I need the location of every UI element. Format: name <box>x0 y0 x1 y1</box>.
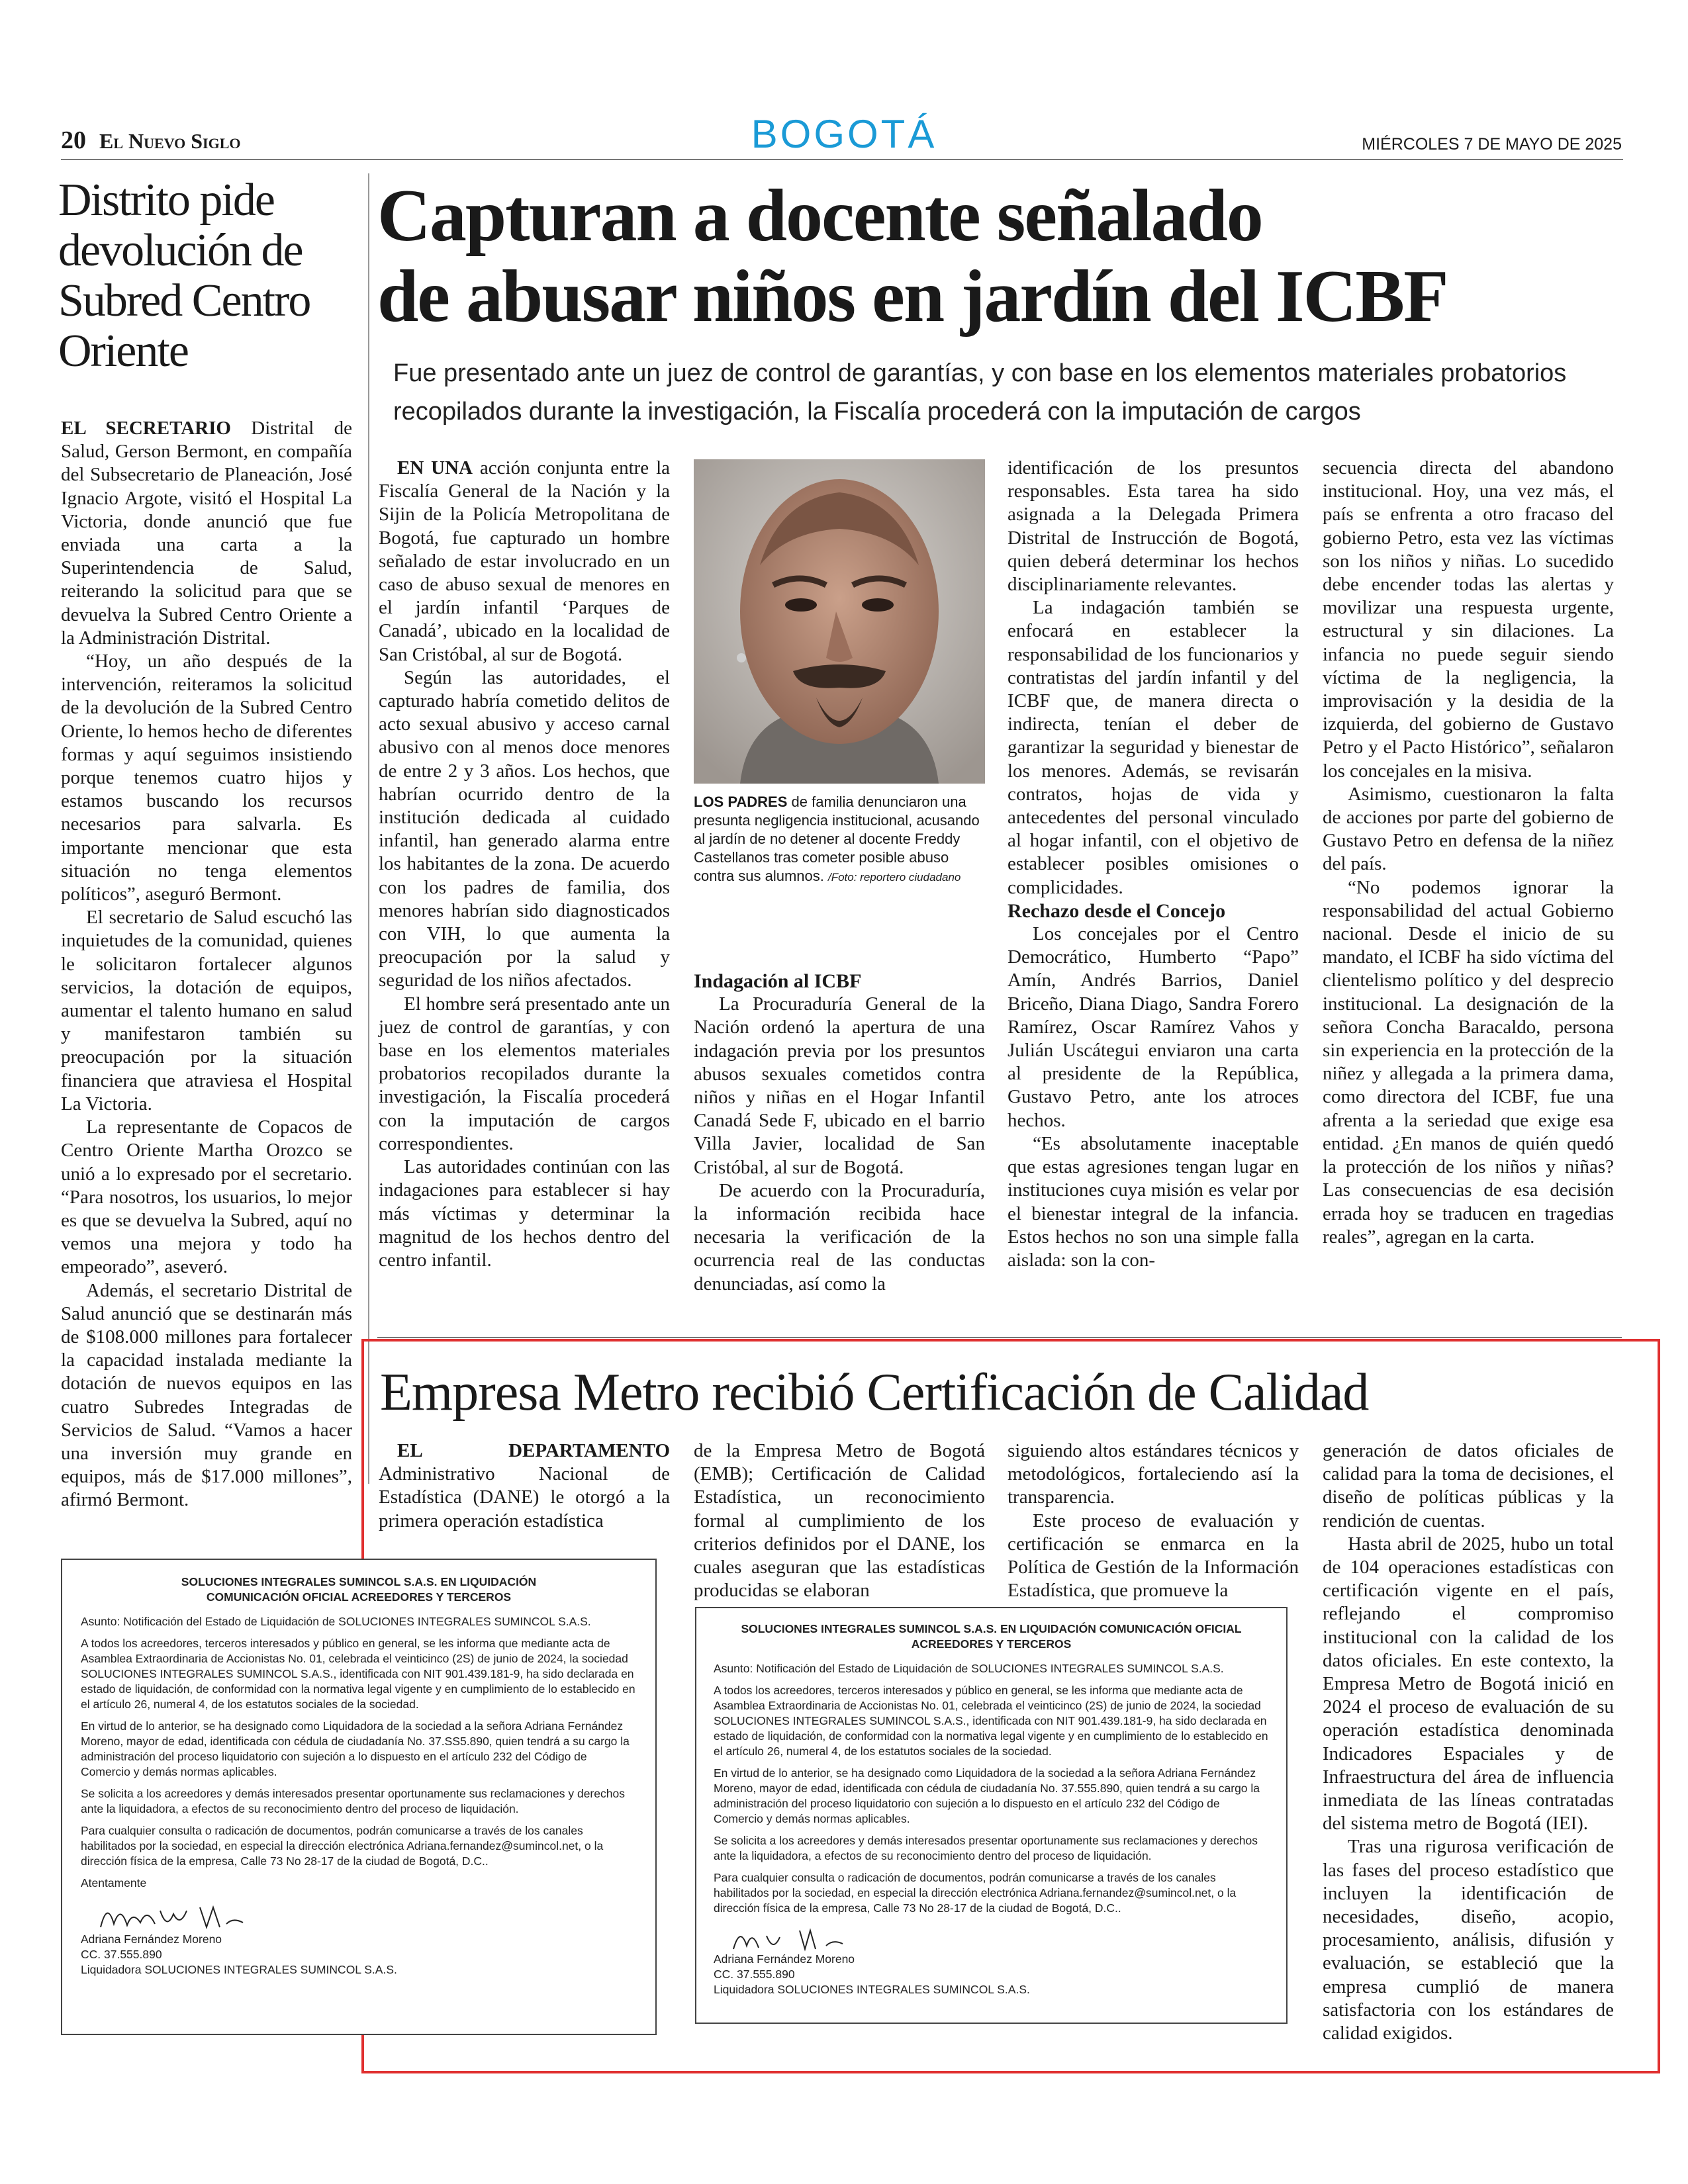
side-story-paragraph: Además, el secretario Distrital de Salud anunció que se destinarán más de $108.000 millones para fortalecer la capacidad instalada mediante la dotación de nuevos equipos en las cuatro Subredes Integradas de Servicios de Salud. “Vamos a hacer una inversión muy grande en equipos, más de $17.000 millones”, afirmó Bermont. <box>61 1279 352 1511</box>
notice-paragraph: En virtud de lo anterior, se ha designado como Liquidadora de la sociedad a la señora Adriana Fernández Moreno, mayor de edad, identificada con cédula de ciudadanía No. 37.SS5.890, quien tendrá a su cargo la administración del proceso liquidatorio con sujeción a lo dispuesto en el artículo 232 del Código de Comercio y demás normas aplicables. <box>81 1719 630 1778</box>
notice-cc: CC. 37.555.890 <box>714 1968 795 1981</box>
side-story-body <box>61 417 352 1512</box>
notice-paragraph: Para cualquier consulta o radicación de documentos, podrán comunicarse a través de los canales habilitados por la sociedad, en especial la dirección electrónica Adriana.fernandez@sumincol.net, o la dirección física de la empresa, Calle 73 No 28-17 de la ciudad de Bogotá, D.C.. <box>714 1871 1237 1915</box>
photo-credit: /Foto: reportero ciudadano <box>828 871 961 884</box>
signature-image <box>94 1897 253 1937</box>
metro-column-3 <box>1008 1439 1299 1602</box>
notice-paragraph: Se solicita a los acreedores y demás interesados presentar oportunamente sus reclamaciones y derechos ante la liquidadora, a efectos de su reconocimiento dentro del proceso de liquidación. <box>714 1834 1258 1862</box>
notice-paragraph: Asunto: Notificación del Estado de Liquidación de SOLUCIONES INTEGRALES SUMINCOL S.A.S. <box>714 1662 1224 1675</box>
metro-column-1 <box>379 1439 670 1533</box>
section-title: BOGOTÁ <box>751 112 937 156</box>
main-paragraph: Los concejales por el Centro Democrático, Humberto “Papo” Amín, Andrés Barrios, Daniel Briceño, Diana Diago, Sandra Forero Ramírez, Oscar Ramírez Vahos y Julián Uscátegui enviaron una carta al presidente de la República, Gustavo Petro, ante los atroces hechos. <box>1008 923 1299 1131</box>
legal-notice-right <box>695 1607 1288 2024</box>
main-subheadline: Fue presentado ante un juez de control de garantías, y con base en los elementos materiales probatorios recopilados durante la investigación, la Fiscalía procederá con la imputación de cargos <box>393 359 1567 426</box>
side-story-paragraph: “Hoy, un año después de la intervención, reiteramos la solicitud de la devolución de la Subred Centro Oriente, lo hemos hecho de diferentes formas y aquí seguimos insistiendo porque tenemos cuatro hijos y estamos buscando los recursos necesarios para salvarla. Es importante mencionar que esta situación no tenga elementos políticos”, aseguró Bermont. <box>61 651 352 905</box>
main-headline <box>377 175 1622 337</box>
notice-title: SOLUCIONES INTEGRALES SUMINCOL S.A.S. EN LIQUIDACIÓN COMUNICACIÓN OFICIAL ACREEDORES Y TERCEROS <box>181 1575 537 1604</box>
main-headline-line: Capturan a docente señalado <box>377 175 1262 257</box>
notice-closing: Atentamente <box>81 1876 147 1889</box>
main-paragraph: La indagación también se enfocará en establecer la responsabilidad de los funcionarios y contratistas del jardín infantil y del ICBF que, de manera directa o indirecta, tenían el deber de garantizar la seguridad y bienestar de los menores. Además, se revisarán contratos, hojas de vida y antecedentes del personal vinculado al hogar infantil, con el objetivo de establecer posibles omisiones o complicidades. <box>1008 597 1299 898</box>
main-paragraph: Asimismo, cuestionaron la falta de acciones por parte del gobierno de Gustavo Petro en defensa de la niñez del país. <box>1323 783 1614 875</box>
metro-column-4 <box>1323 1439 1614 2045</box>
metro-paragraph: generación de datos oficiales de calidad para la toma de decisiones, el diseño de políticas públicas y la rendición de cuentas. <box>1323 1440 1614 1531</box>
column-divider <box>368 173 369 1484</box>
main-headline-line: de abusar niños en jardín del ICBF <box>377 255 1448 338</box>
main-lead: EN UNA <box>397 457 473 478</box>
metro-paragraph: de la Empresa Metro de Bogotá (EMB); Certificación de Calidad Estadística, un reconocimiento formal al cumplimiento de los criterios definidos por el DANE, los cuales aseguran que las estadísticas producidas se elaboran <box>694 1440 985 1602</box>
metro-headline: Empresa Metro recibió Certificación de Calidad <box>380 1363 1369 1422</box>
legal-notice-left <box>61 1559 657 2035</box>
main-paragraph: Según las autoridades, el capturado habría cometido delitos de acto sexual abusivo y acceso carnal abusivo con al menos doce menores de entre 2 y 3 años. Los hechos, que habrían ocurrido dentro de la institución dedicada al cuidado infantil, han generado alarma entre los habitantes de la zona. De acuerdo con los padres de familia, dos menores habrían sido diagnosticados con VIH, lo que aumenta la preocupación por la salud y seguridad de los niños afectados. <box>379 666 670 991</box>
notice-role: Liquidadora SOLUCIONES INTEGRALES SUMINCOL S.A.S. <box>81 1963 397 1976</box>
main-paragraph: De acuerdo con la Procuraduría, la información recibida hace necesaria la verificación de la ocurrencia real de las conductas denunciadas, así como la <box>694 1179 985 1295</box>
notice-signer: Adriana Fernández Moreno <box>81 1933 222 1946</box>
notice-paragraph: Para cualquier consulta o radicación de documentos, podrán comunicarse a través de los canales habilitados por la sociedad, en especial la dirección electrónica Adriana.fernandez@sumincol.net, o la dirección física de la empresa, Calle 73 No 28-17 de la ciudad de Bogotá, D.C.. <box>81 1824 604 1868</box>
section-rule <box>377 1337 1622 1338</box>
main-paragraph: secuencia directa del abandono institucional. Hoy, una vez más, el país se enfrenta a otro fracaso del gobierno Petro, esta vez las víctimas son los niños y niñas. Lo sucedido debe encender todas las alertas y movilizar una respuesta urgente, estructural y sin dilaciones. La infancia no puede seguir siendo víctima de la negligencia, la improvisación y la desidia de la izquierda, del gobierno de Gustavo Petro y el Pacto Histórico”, señalaron los concejales en la misiva. <box>1323 457 1614 782</box>
notice-role: Liquidadora SOLUCIONES INTEGRALES SUMINCOL S.A.S. <box>714 1983 1030 1996</box>
notice-paragraph: A todos los acreedores, terceros interesados y público en general, se les informa que mediante acta de Asamblea Extraordinaria de Accionistas No. 01, celebrada el veinticinco (2S) de junio de 2024, la sociedad SOLUCIONES INTEGRALES SUMINCOL S.A.S., identificada con NIT 901.439.181-9, ha sido declarada en estado de liquidación, de conformidad con la normativa legal vigente y en cumplimiento de lo establecido en el artículo 26, numeral 4, de los estatutos sociales de la sociedad. <box>714 1684 1268 1758</box>
side-story-paragraph: Distrital de Salud, Gerson Bermont, en compañía del Subsecretario de Planeación, José Ignacio Argote, visitó el Hospital La Victoria, donde anunció que fue enviada una carta a la Superintendencia de Salud, reiterando la solicitud para que se devuelva la Subred Centro Oriente a la Administración Distrital. <box>61 418 352 649</box>
main-column-1 <box>379 457 670 1272</box>
signature-image <box>727 1923 859 1956</box>
photo-caption <box>694 793 985 887</box>
portrait-image <box>694 459 985 784</box>
main-paragraph: “No podemos ignorar la responsabilidad del actual Gobierno nacional. Desde el inicio de su mandato, el ICBF ha sido víctima del clientelismo político y del desprecio institucional. La designación de la señora Concha Baracaldo, persona sin experiencia en la protección de la niñez y allegada a la primera dama, como directora del ICBF, fue una afrenta a la seriedad que exige esa entidad. ¿En manos de quién quedó la protección de los niños y niñas? Las consecuencias de esa decisión errada hoy se traducen en tragedias reales”, agregan en la carta. <box>1323 876 1614 1248</box>
main-paragraph: identificación de los presuntos responsables. Esta tarea ha sido asignada a la Delegada Primera Distrital de Instrucción de Bogotá, quien deberá determinar los hechos disciplinariamente relevantes. <box>1008 457 1299 596</box>
photo-caption-text: de familia denunciaron una presunta negligencia institucional, acusando al jardín de no detener al docente Freddy Castellanos tras cometer posible abuso contra sus alumnos. <box>694 794 980 884</box>
news-photo <box>694 459 985 784</box>
subhead-indagacion: Indagación al ICBF <box>694 970 862 992</box>
subhead-concejo: Rechazo desde el Concejo <box>1008 899 1226 922</box>
main-paragraph: acción conjunta entre la Fiscalía General de la Nación y la Sijin de la Policía Metropolitana de Bogotá, fue capturado un hombre señalado de estar involucrado en un caso de abuso sexual de menores en el jardín infantil ‘Parques de Canadá’, ubicado en la localidad de San Cristóbal, al sur de Bogotá. <box>379 457 670 665</box>
main-paragraph: “Es absolutamente inaceptable que estas agresiones tengan lugar en instituciones cuya misión es velar por el bienestar integral de la infancia. Estos hechos no son una simple falla aislada: son la con- <box>1008 1132 1299 1271</box>
main-column-3 <box>1008 457 1299 1272</box>
main-column-2 <box>694 963 985 1296</box>
metro-paragraph: Tras una rigurosa verificación de las fases del proceso estadístico que incluyen la identificación de necesidades, diseño, acopio, procesamiento, análisis, difusión y evaluación, se estableció que la empresa cumplió de manera satisfactoria con los estándares de calidad exigidos. <box>1323 1836 1614 2044</box>
side-story-paragraph: El secretario de Salud escuchó las inquietudes de la comunidad, quienes le solicitaron fortalecer algunos servicios, la dotación de equipos, aumentar el talento humano en salud y manifestaron también su preocupación por la situación financiera que atraviesa el Hospital La Victoria. <box>61 907 352 1115</box>
metro-paragraph: Hasta abril de 2025, hubo un total de 104 operaciones estadísticas con certificación vigente en el país, reflejando el compromiso institucional con la calidad de los datos oficiales. En este contexto, la Empresa Metro de Bogotá inició en 2024 el proceso de evaluación de su operación estadística denominada Indicadores Espaciales y de Infraestructura del área de influencia inmediata de las líneas contratadas del sistema metro de Bogotá (IEI). <box>1323 1533 1614 1835</box>
notice-paragraph: Se solicita a los acreedores y demás interesados presentar oportunamente sus reclamaciones y derechos ante la liquidadora, a efectos de su reconocimiento dentro del proceso de liquidación. <box>81 1787 625 1815</box>
metro-column-2 <box>694 1439 985 1602</box>
masthead-rule <box>61 159 1623 160</box>
issue-date: MIÉRCOLES 7 DE MAYO DE 2025 <box>1362 135 1622 154</box>
photo-caption-lead: LOS PADRES <box>694 794 788 810</box>
main-paragraph: La Procuraduría General de la Nación ordenó la apertura de una indagación previa por los presuntos abusos sexuales cometidos contra niños y niñas en el Hogar Infantil Canadá Sede F, ubicado en el barrio Villa Javier, localidad de San Cristóbal, al sur de Bogotá. <box>694 993 985 1178</box>
main-column-4 <box>1323 457 1614 1249</box>
notice-paragraph: Asunto: Notificación del Estado de Liquidación de SOLUCIONES INTEGRALES SUMINCOL S.A.S. <box>81 1615 591 1628</box>
page-number: 20 <box>61 126 86 154</box>
metro-paragraph: Administrativo Nacional de Estadística (DANE) le otorgó a la primera operación estadística <box>379 1463 670 1531</box>
main-paragraph: Las autoridades continúan con las indagaciones para establecer si hay más víctimas y determinar la magnitud de los hechos dentro del centro infantil. <box>379 1156 670 1271</box>
notice-cc: CC. 37.555.890 <box>81 1948 162 1961</box>
notice-paragraph: A todos los acreedores, terceros interesados y público en general, se les informa que mediante acta de Asamblea Extraordinaria de Accionistas No. 01, celebrada el veinticinco (2S) de junio de 2024, la sociedad SOLUCIONES INTEGRALES SUMINCOL S.A.S., identificada con NIT 901.439.181-9, ha sido declarada en estado de liquidación, de conformidad con la normativa legal vigente y en cumplimiento de lo establecido en el artículo 26, numeral 4, de los estatutos sociales de la sociedad. <box>81 1637 635 1711</box>
side-story-headline: Distrito pide devolución de Subred Centro Oriente <box>58 175 310 377</box>
notice-signer: Adriana Fernández Moreno <box>714 1952 855 1966</box>
main-paragraph: El hombre será presentado ante un juez de control de garantías, y con base en los elementos materiales probatorios recopilados durante la investigación, la Fiscalía procederá con la imputación de cargos correspondientes. <box>379 993 670 1154</box>
side-story-lead: EL SECRETARIO <box>61 418 231 439</box>
notice-paragraph: En virtud de lo anterior, se ha designado como Liquidadora de la sociedad a la señora Adriana Fernández Moreno, mayor de edad, identificada con cédula de ciudadanía No. 37.555.890, quien tendrá a su cargo la administración del proceso liquidatorio con sujeción a lo dispuesto en el artículo 232 del Código de Comercio y demás normas aplicables. <box>714 1766 1260 1825</box>
notice-title: SOLUCIONES INTEGRALES SUMINCOL S.A.S. EN LIQUIDACIÓN COMUNICACIÓN OFICIAL ACREEDORES Y TERCEROS <box>741 1622 1242 1651</box>
metro-paragraph: siguiendo altos estándares técnicos y metodológicos, fortaleciendo así la transparencia. <box>1008 1440 1299 1508</box>
metro-paragraph: Este proceso de evaluación y certificación se enmarca en la Política de Gestión de la Información Estadística, que promueve la <box>1008 1510 1299 1602</box>
paper-name: El Nuevo Siglo <box>99 129 241 153</box>
side-story-paragraph: La representante de Copacos de Centro Oriente Martha Orozco se unió a lo expresado por el secretario. “Para nosotros, los usuarios, lo mejor es que se devuelva la Subred, aquí no vemos una mejora y todo ha empeorado”, aseveró. <box>61 1116 352 1278</box>
metro-lead: EL DEPARTAMENTO <box>397 1440 670 1461</box>
